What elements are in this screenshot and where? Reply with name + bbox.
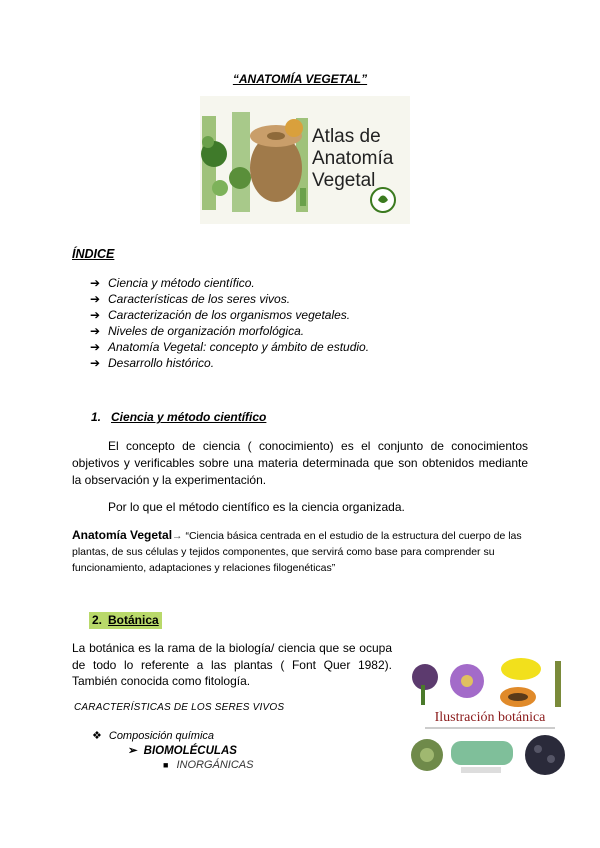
arrow-right-icon: ➔ [90, 356, 101, 370]
metodo-text: Por lo que el método científico es la ciencia organizada. [108, 500, 405, 514]
list-item [90, 323, 369, 339]
anatomia-definition [72, 527, 532, 576]
biomoleculas-item [128, 743, 237, 757]
indice-heading: ÍNDICE [72, 247, 115, 261]
indice-item-label: Características de los seres vivos. [108, 292, 291, 306]
section1-title: Ciencia y método científico [111, 410, 267, 424]
list-item [90, 339, 369, 355]
arrow-right-icon: ➔ [90, 308, 101, 322]
list-item [90, 307, 369, 323]
indice-item-label: Niveles de organización morfológica. [108, 324, 305, 338]
indice-item-label: Ciencia y método científico. [108, 276, 255, 290]
section1-paragraph-ciencia [72, 438, 528, 489]
composicion-label: Composición química [108, 730, 215, 742]
list-item [90, 275, 369, 291]
arrow-right-icon: ➔ [90, 292, 101, 306]
section2-title: Botánica [108, 613, 159, 627]
list-item [90, 291, 369, 307]
arrow-right-icon: ➔ [90, 324, 101, 338]
ilustracion-botanica-image [405, 655, 575, 783]
section1-number: 1. [91, 410, 102, 424]
ciencia-text: El concepto de ciencia ( conocimiento) es el conjunto de conocimientos objetivos y verificables sobre una materia determinada que son obtenidos mediante la observación y la experimentación. [72, 439, 528, 487]
arrow-right-icon: ➔ [90, 340, 101, 354]
section2-heading [89, 612, 162, 629]
arrow-right-icon: ➔ [90, 276, 101, 290]
atlas-title-line3: Vegetal [312, 170, 376, 191]
atlas-title-line1: Atlas de [312, 126, 381, 147]
ilustracion-title: Ilustración botánica [434, 710, 546, 725]
page-title: “ANATOMÍA VEGETAL” [232, 72, 368, 86]
caracteristicas-heading: CARACTERÍSTICAS DE LOS SERES VIVOS [74, 702, 285, 713]
indice-list [90, 275, 369, 371]
composicion-item [92, 729, 214, 742]
section2-number: 2. [92, 613, 103, 627]
inorganicas-item [163, 759, 253, 771]
definition-arrow: → [172, 530, 183, 542]
list-item [90, 355, 369, 371]
arrowhead-bullet-icon: ➢ [128, 745, 138, 757]
indice-item-label: Anatomía Vegetal: concepto y ámbito de estudio. [108, 340, 370, 354]
botanica-paragraph: La botánica es la rama de la biología/ ciencia que se ocupa de todo lo referente a las plantas ( Font Quer 1982). También conocida como fitología. [72, 641, 392, 688]
atlas-anatomia-image [200, 96, 410, 224]
section1-heading [91, 410, 266, 424]
definition-term: Anatomía Vegetal [72, 528, 173, 542]
ilustracion-illustration [405, 655, 575, 783]
diamond-bullet-icon: ❖ [92, 730, 102, 742]
square-bullet-icon: ■ [163, 760, 169, 770]
atlas-illustration [200, 96, 410, 224]
atlas-title-line2: Anatomía [312, 148, 394, 169]
indice-item-label: Desarrollo histórico. [108, 356, 215, 370]
indice-item-label: Caracterización de los organismos vegetales. [108, 308, 351, 322]
definition-text: “Ciencia básica centrada en el estudio de la estructura del cuerpo de las plantas, de sus células y tejidos componentes, que servirá como base para comprender su funcionamiento, adaptaciones y relaciones filogenéticas” [72, 530, 522, 574]
section1-paragraph-metodo [72, 499, 528, 516]
biomoleculas-label: BIOMOLÉCULAS [143, 745, 237, 757]
inorganicas-label: INORGÁNICAS [176, 759, 254, 771]
